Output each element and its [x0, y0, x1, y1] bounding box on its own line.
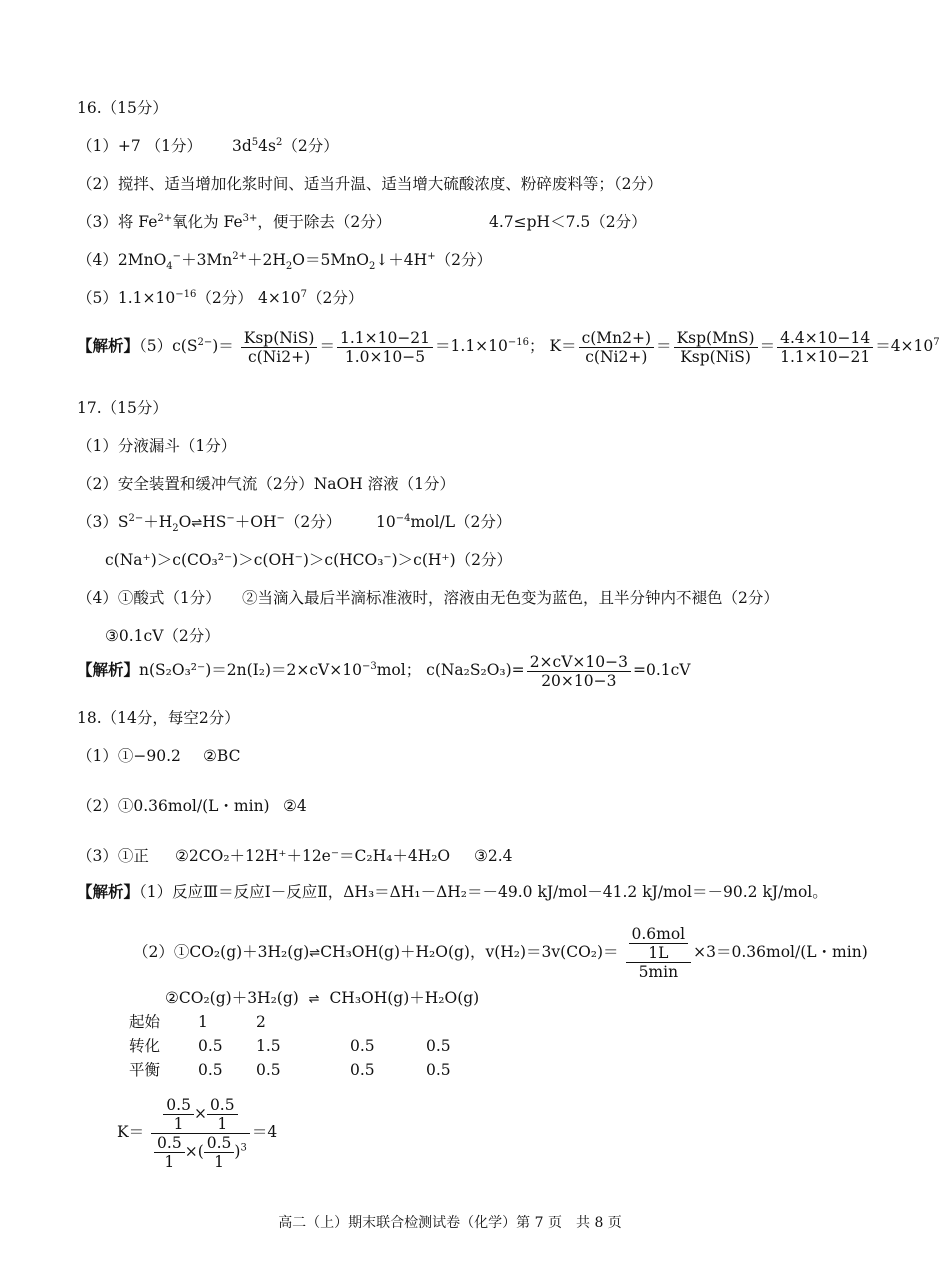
ice-cell: 0.5 — [426, 1037, 451, 1055]
q17-explanation: 【解析】$n(S_2O_3^{2-})=2n(I_2)=2\times cV\times 10^{-3}mol$； c(Na₂S₂O₃)= $\frac{2\times cV\times 10-3}{20\times 10-3}$ =0.1cV — [77, 652, 691, 690]
q16-answer-4: $(4)2MnO_4^-+3Mn^{2+}+2H_2O=5MnO_2↓+4H^+(2$分） — [77, 250, 492, 273]
page-footer: 高二（上）期末联合检测试卷（化学）第 7 页 共 8 页 — [278, 1215, 622, 1231]
q17-answer-3: $(3)S^{2-}+H_2O\rightleftharpoons HS^-+OH^-(2$分） — [77, 512, 342, 535]
q18-answer-3b: ②2CO₂＋12H⁺＋12e⁻＝C₂H₄＋4H₂O — [175, 847, 451, 865]
q18-explanation-2: （2）①CO₂(g)＋3H₂(g)⇌CH₃OH(g)＋H₂O(g)，v(H₂)＝3v(CO₂)＝ $\frac{\frac{\text{0.6mol}}{1L}}{5\min}$ ×3＝0.36mol/(L・min) — [133, 925, 868, 981]
q17-answer-3b: $10^{-4}mol/L(2$分） — [376, 512, 512, 531]
ice-cell: 0.5 — [426, 1061, 451, 1079]
q18-k-expression: K＝ $\frac{0.5}{1}$ × $\frac{0.5}{1}$ $\frac{0.5}{1}$ ×( $\frac{0.5}{1}$ )$^3$ ＝4 — [117, 1095, 278, 1171]
frac-ksp-ratio: $\frac{\text{Ksp(MnS)}}{\text{Ksp(NiS)}}$ — [674, 329, 758, 366]
equilibrium-arrow: ⇌ — [308, 992, 320, 1007]
q16-explanation: 【解析】$(5)c(S^{2-})=$ $\frac{\text{Ksp(NiS)}}{c(Ni2+)}$ ＝ $\frac{1.1\times 10-21}{1.0\times 10-5}$ $=1.1\times 10^{-16}$； K＝ $\frac{c(Mn2+)}{c(Ni2+)}$ ＝ $\frac{\text{Ksp(MnS)}}{\text{Ksp(NiS)}}$ ＝ $\frac{4.4\times 10-14}{1.1\times 10-21}$ $=4\times 10^7$ — [77, 328, 940, 366]
q16-answer-3: （3）将 $Fe^{2+}$氧化为 $Fe^{3+}$，便于除去（2分） — [77, 212, 392, 231]
ice-cell: 0.5 — [350, 1037, 375, 1055]
ice-row-label: 平衡 — [129, 1061, 161, 1079]
frac-rate: $\frac{\frac{\text{0.6mol}}{1L}}{5\min}$ — [626, 925, 692, 981]
q18-answer-2: （2）①0.36mol/(L・min) — [77, 797, 270, 815]
ice-row-label: 起始 — [129, 1013, 161, 1031]
q16-answer-1: （1）+7 （1分） — [77, 137, 202, 155]
q17-answer-2: （2）安全装置和缓冲气流（2分）NaOH 溶液（1分） — [77, 475, 456, 493]
q18-answer-3: （3）①正 — [77, 847, 149, 865]
q18-answer-1b: ②BC — [203, 747, 241, 765]
q16-answer-5b: $4\times 10^7(2$分） — [258, 288, 364, 307]
q17-answer-4c: ③0.1cV（2分） — [105, 627, 220, 645]
q16-answer-3b: 4.7≤pH＜7.5（2分） — [489, 213, 647, 231]
frac-values-2: $\frac{4.4\times 10-14}{1.1\times 10-21}$ — [777, 329, 873, 366]
equilibrium-arrow: ⇌ — [309, 946, 321, 961]
ice-cell: 1.5 — [256, 1037, 281, 1055]
q17-header: 17.（15分） — [77, 399, 168, 417]
q18-equilibrium-equation: ②CO₂(g)＋3H₂(g) ⇌ CH₃OH(g)＋H₂O(g) — [165, 989, 480, 1007]
ice-cell: 1 — [198, 1013, 208, 1031]
q18-answer-1: （1）①−90.2 — [77, 747, 181, 765]
ice-cell: 0.5 — [256, 1061, 281, 1079]
frac-k: $\frac{0.5}{1}$ × $\frac{0.5}{1}$ $\frac{0.5}{1}$ ×( $\frac{0.5}{1}$ )$^3$ — [151, 1096, 250, 1171]
frac-ksp-nis: $\frac{\text{Ksp(NiS)}}{c(Ni2+)}$ — [241, 329, 318, 366]
q16-header: 16.（15分） — [77, 99, 168, 117]
equilibrium-arrow: ⇌ — [191, 516, 203, 531]
q16-answer-1b: $3d^54s^2(2$分） — [232, 136, 339, 155]
ice-cell: 0.5 — [198, 1037, 223, 1055]
ice-cell: 0.5 — [198, 1061, 223, 1079]
q18-answer-3c: ③2.4 — [474, 847, 513, 865]
q16-answer-5: $(5)1.1\times 10^{-16}(2$分） — [77, 288, 253, 307]
frac-na2s2o3: $\frac{2\times cV\times 10-3}{20\times 10-3}$ — [527, 653, 631, 690]
q17-answer-4: （4）①酸式（1分） — [77, 589, 221, 607]
ice-row-label: 转化 — [129, 1037, 161, 1055]
q17-answer-1: （1）分液漏斗（1分） — [77, 437, 237, 455]
frac-mn-ni: $\frac{c(Mn2+)}{c(Ni2+)}$ — [579, 329, 654, 366]
q16-answer-2: （2）搅拌、适当增加化浆时间、适当升温、适当增大硫酸浓度、粉碎废料等；（2分） — [77, 175, 663, 193]
q18-explanation-1: 【解析】（1）反应Ⅲ＝反应Ⅰ－反应Ⅱ，ΔH₃＝ΔH₁－ΔH₂＝－49.0 kJ/mol－41.2 kJ/mol＝－90.2 kJ/mol。 — [77, 882, 828, 901]
q17-answer-4b: ②当滴入最后半滴标准液时，溶液由无色变为蓝色，且半分钟内不褪色（2分） — [242, 589, 779, 607]
ice-cell: 2 — [256, 1013, 266, 1031]
frac-values-1: $\frac{1.1\times 10-21}{1.0\times 10-5}$ — [337, 329, 433, 366]
q18-answer-2b: ②4 — [283, 797, 307, 815]
q17-answer-3c: c(Na⁺)＞c(CO₃²⁻)＞c(OH⁻)＞c(HCO₃⁻)＞c(H⁺)（2分） — [105, 551, 512, 569]
ice-cell: 0.5 — [350, 1061, 375, 1079]
q18-header: 18.（14分，每空2分） — [77, 709, 240, 727]
